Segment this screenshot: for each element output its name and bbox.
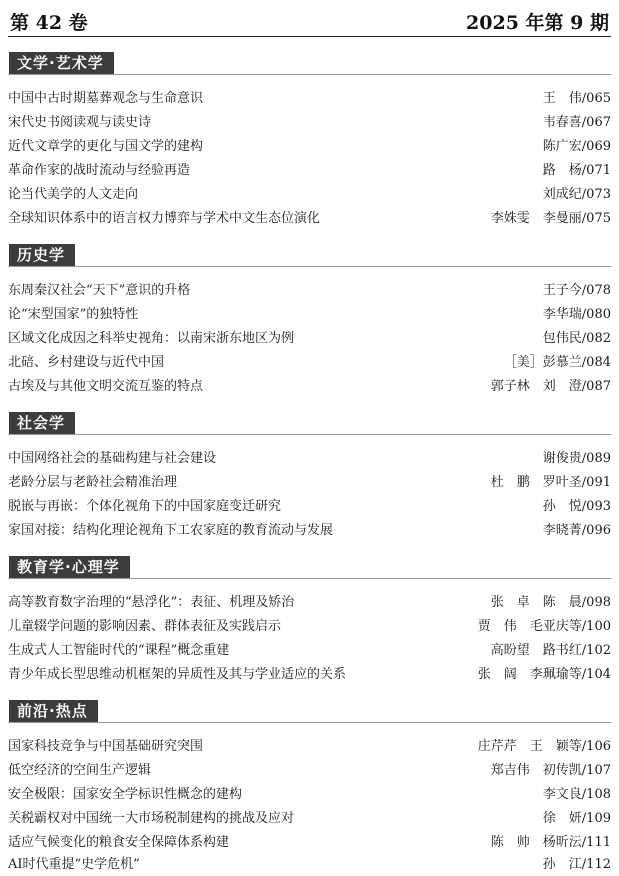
entry-title: 低空经济的空间生产逻辑 — [8, 763, 152, 778]
entry-title: 高等教育数字治理的“悬浮化”：表征、机理及矫治 — [8, 595, 295, 610]
section-heading-history: 历史学 — [9, 244, 75, 266]
entry-author-page: 李文良/108 — [542, 787, 611, 802]
entry-author-page: 庄芹芹 王 颖等/106 — [477, 739, 611, 754]
toc-entry[interactable] — [8, 592, 611, 614]
toc-entry[interactable] — [8, 448, 611, 470]
entry-title: 老龄分层与老龄社会精准治理 — [8, 475, 178, 490]
toc-entry[interactable] — [8, 832, 611, 854]
toc-entry[interactable] — [8, 352, 611, 374]
entry-author-page: 李晓菁/096 — [542, 523, 611, 538]
entry-title: 青少年成长型思维动机框架的异质性及其与学业适应的关系 — [8, 667, 347, 682]
entry-title: 宋代史书阅读观与读史诗 — [8, 115, 152, 130]
section-heading-literature-art: 文学·艺术学 — [9, 52, 114, 74]
entry-author-page: 郑吉伟 初传凯/107 — [490, 763, 611, 778]
entry-title: 区域文化成因之科举史视角：以南宋浙东地区为例 — [8, 331, 295, 346]
toc-entry[interactable] — [8, 112, 611, 134]
entry-title: 近代文章学的更化与国文学的建构 — [8, 139, 204, 154]
entry-title: 生成式人工智能时代的“课程”概念重建 — [8, 643, 230, 658]
section-divider — [8, 722, 611, 723]
entry-title: 家国对接：结构化理论视角下工农家庭的教育流动与发展 — [8, 523, 334, 538]
toc-entry[interactable] — [8, 640, 611, 662]
toc-entry[interactable] — [8, 208, 611, 230]
section-heading-frontier-hotspot: 前沿·热点 — [9, 700, 98, 722]
entry-title: 国家科技竞争与中国基础研究突围 — [8, 739, 204, 754]
section-divider — [8, 578, 611, 579]
entry-title: 脱嵌与再嵌：个体化视角下的中国家庭变迁研究 — [8, 499, 282, 514]
entry-author-page: 李姝雯 李曼丽/075 — [490, 211, 611, 226]
entry-title: 适应气候变化的粮食安全保障体系构建 — [8, 835, 230, 850]
entry-author-page: 路 杨/071 — [542, 163, 611, 178]
entry-author-page: 郭子林 刘 澄/087 — [490, 379, 611, 394]
section-divider — [8, 74, 611, 75]
issue-label: 2025 年第 9 期 — [466, 12, 609, 34]
entry-title: 古埃及与其他文明交流互鉴的特点 — [8, 379, 204, 394]
entry-author-page: 徐 妍/109 — [542, 811, 611, 826]
entry-author-page: 王子今/078 — [542, 283, 611, 298]
entry-author-page: 包伟民/082 — [542, 331, 611, 346]
entry-author-page: 刘成纪/073 — [542, 187, 611, 202]
entry-author-page: 孙 江/112 — [542, 857, 611, 872]
toc-entry[interactable] — [8, 736, 611, 758]
entry-author-page: ［美］彭慕兰/084 — [503, 355, 611, 370]
entry-title: 关税霸权对中国统一大市场税制建构的挑战及应对 — [8, 811, 295, 826]
toc-entry[interactable] — [8, 520, 611, 542]
entry-title: 论当代美学的人文走向 — [8, 187, 139, 202]
toc-entry[interactable] — [8, 808, 611, 830]
toc-entry[interactable] — [8, 184, 611, 206]
entry-author-page: 陈广宏/069 — [542, 139, 611, 154]
toc-entry[interactable] — [8, 616, 611, 638]
entry-author-page: 杜 鹏 罗叶圣/091 — [490, 475, 611, 490]
section-divider — [8, 266, 611, 267]
toc-entry[interactable] — [8, 376, 611, 398]
entry-author-page: 张 卓 陈 晨/098 — [490, 595, 611, 610]
section-divider — [8, 434, 611, 435]
toc-entry[interactable] — [8, 664, 611, 686]
entry-title: 革命作家的战时流动与经验再造 — [8, 163, 191, 178]
entry-title: 安全极限：国家安全学标识性概念的建构 — [8, 787, 243, 802]
toc-entry[interactable] — [8, 472, 611, 494]
toc-entry[interactable] — [8, 760, 611, 782]
entry-author-page: 陈 帅 杨昕沄/111 — [490, 835, 611, 850]
entry-title: 东周秦汉社会“天下”意识的升格 — [8, 283, 191, 298]
toc-entry[interactable] — [8, 496, 611, 518]
entry-title: AI时代重提“史学危机” — [8, 857, 140, 872]
section-heading-sociology: 社会学 — [9, 412, 75, 434]
entry-author-page: 高盼望 路书红/102 — [490, 643, 611, 658]
page-header — [8, 6, 611, 37]
entry-title: 儿童辍学问题的影响因素、群体表征及实践启示 — [8, 619, 282, 634]
toc-entry[interactable] — [8, 328, 611, 350]
entry-title: 北碚、乡村建设与近代中国 — [8, 355, 165, 370]
entry-title: 论“宋型国家”的独特性 — [8, 307, 139, 322]
entry-author-page: 谢俊贵/089 — [542, 451, 611, 466]
toc-entry[interactable] — [8, 88, 611, 110]
entry-title: 中国中古时期墓葬观念与生命意识 — [8, 91, 204, 106]
entry-author-page: 张 阔 李珮瑜等/104 — [477, 667, 611, 682]
entry-title: 全球知识体系中的语言权力博弈与学术中文生态位演化 — [8, 211, 321, 226]
entry-author-page: 王 伟/065 — [542, 91, 611, 106]
entry-author-page: 韦春喜/067 — [542, 115, 611, 130]
section-heading-education-psychology: 教育学·心理学 — [9, 556, 130, 578]
entry-title: 中国网络社会的基础构建与社会建设 — [8, 451, 217, 466]
toc-entry[interactable] — [8, 854, 611, 876]
entry-author-page: 贾 伟 毛亚庆等/100 — [477, 619, 611, 634]
toc-entry[interactable] — [8, 280, 611, 302]
entry-author-page: 孙 悦/093 — [542, 499, 611, 514]
volume-label: 第 42 卷 — [10, 12, 88, 34]
toc-entry[interactable] — [8, 160, 611, 182]
entry-author-page: 李华瑞/080 — [542, 307, 611, 322]
toc-entry[interactable] — [8, 784, 611, 806]
toc-entry[interactable] — [8, 136, 611, 158]
toc-entry[interactable] — [8, 304, 611, 326]
